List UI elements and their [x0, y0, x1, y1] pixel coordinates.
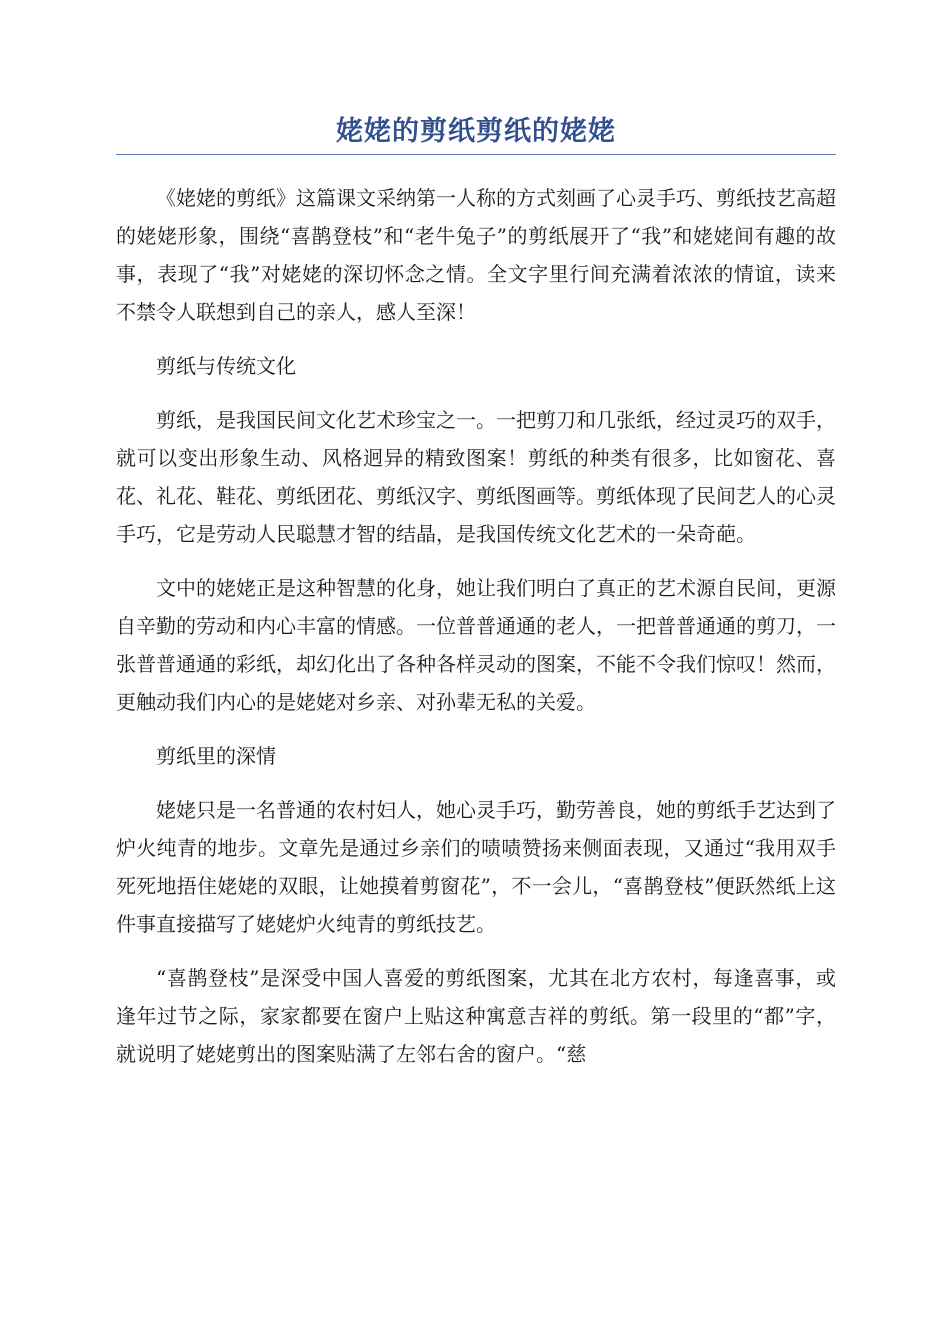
paragraph-papercut-culture: 剪纸，是我国民间文化艺术珍宝之一。一把剪刀和几张纸，经过灵巧的双手，就可以变出形象生动、风格迥异的精致图案！剪纸的种类有很多，比如窗花、喜花、礼花、鞋花、剪纸团花、剪纸汉字、剪纸图画等。剪纸体现了民间艺人的心灵手巧，它是劳动人民聪慧才智的结晶，是我国传统文化艺术的一朵奇葩。	[116, 408, 836, 546]
paragraph-grandma-wisdom: 文中的姥姥正是这种智慧的化身，她让我们明白了真正的艺术源自民间，更源自辛勤的劳动和内心丰富的情感。一位普普通通的老人，一把普普通通的剪刀，一张普普通通的彩纸，却幻化出了各种各样灵动的图案，不能不令我们惊叹！然而，更触动我们内心的是姥姥对乡亲、对孙辈无私的关爱。	[116, 576, 836, 714]
document-page	[116, 112, 836, 1089]
paragraph-intro: 《姥姥的剪纸》这篇课文采纳第一人称的方式刻画了心灵手巧、剪纸技艺高超的姥姥形象，围绕“喜鹊登枝”和“老牛兔子”的剪纸展开了“我”和姥姥间有趣的故事，表现了“我”对姥姥的深切怀念之情。全文字里行间充满着浓浓的情谊，读来不禁令人联想到自己的亲人，感人至深！	[116, 186, 836, 324]
paragraph-grandma-skill: 姥姥只是一名普通的农村妇人，她心灵手巧，勤劳善良，她的剪纸手艺达到了炉火纯青的地步。文章先是通过乡亲们的啧啧赞扬来侧面表现，又通过“我用双手死死地捂住姥姥的双眼，让她摸着剪窗花”，不一会儿，“喜鹊登枝”便跃然纸上这件事直接描写了姥姥炉火纯青的剪纸技艺。	[116, 798, 836, 936]
document-title: 姥姥的剪纸剪纸的姥姥	[116, 112, 836, 155]
section-heading-tradition: 剪纸与传统文化	[156, 354, 296, 378]
document-body	[116, 179, 836, 1073]
section-heading-affection: 剪纸里的深情	[156, 744, 276, 768]
paragraph-magpie-pattern: “喜鹊登枝”是深受中国人喜爱的剪纸图案，尤其在北方农村，每逢喜事，或逢年过节之际，家家都要在窗户上贴这种寓意吉祥的剪纸。第一段里的“都”字，就说明了姥姥剪出的图案贴满了左邻右舍的窗户。“慈	[116, 966, 836, 1066]
